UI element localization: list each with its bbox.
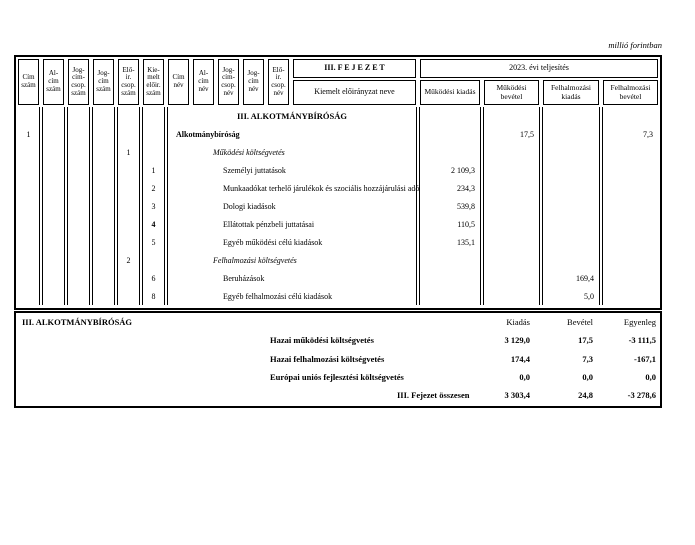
row-cim-szam: 1 [26,129,31,139]
row-kiemelt-szam: 5 [151,237,156,247]
header-chapter: III. F E J E Z E T [293,59,416,78]
header-eloir-csop-nev: Elő- ir. csop. név [268,59,289,105]
row-name: Munkaadókat terhelő járulékok és szociális hozzájárulási adó [223,183,420,193]
column-separator [39,107,43,305]
header-cim-nev: Cím név [168,59,189,105]
row-mukodesi-bevetel: 17,5 [520,129,534,139]
summary-kiadas-value: 0,0 [519,371,530,382]
header-jogcimcsop-szam: Jog- cím- csop. szám [68,59,89,105]
row-eloir-csop-szam: 2 [126,255,131,265]
summary-kiadas-value: 174,4 [510,353,530,364]
summary-section-title: III. ALKOTMÁNYBÍRÓSÁG [22,317,133,327]
header-mukodesi-bevetel: Működési bevétel [484,80,539,105]
summary-egyenleg-value: 0,0 [645,371,656,382]
row-felhalmozasi-kiadas: 5,0 [584,291,594,301]
row-felhalmozasi-bevetel: 7,3 [643,129,653,139]
summary-total-bevetel: 24,8 [578,390,593,400]
row-name: Ellátottak pénzbeli juttatásai [223,219,315,229]
summary-row-label: Európai uniós fejlesztési költségvetés [270,371,404,382]
row-mukodesi-kiadas: 110,5 [457,219,475,229]
summary-header-row [20,317,656,329]
summary-col-kiadas: Kiadás [506,317,530,327]
summary-egyenleg-value: -3 111,5 [628,335,656,346]
row-kiemelt-szam: 1 [151,165,156,175]
row-mukodesi-kiadas: 2 109,3 [451,165,475,175]
row-kiemelt-szam: 4 [151,219,156,229]
header-alcim-szam: Al- cím szám [43,59,64,105]
summary-row-label: Hazai felhalmozási költségvetés [270,353,385,364]
header-felhalmozasi-bevetel: Felhalmozási bevétel [603,80,658,105]
summary-bevetel-value: 7,3 [582,353,593,364]
row-mukodesi-kiadas: 234,3 [457,183,475,193]
row-kiemelt-szam: 2 [151,183,156,193]
header-mukodesi-kiadas: Működési kiadás [420,80,480,105]
summary-row-label: Hazai működési költségvetés [270,335,374,346]
header-year-group: 2023. évi teljesítés [420,59,658,78]
summary-bevetel-value: 0,0 [582,371,593,382]
summary-total-row [20,390,656,402]
summary-block [14,311,662,408]
row-name: Egyéb felhalmozási célú kiadások [223,291,333,301]
header-alcim-nev: Al- cím név [193,59,214,105]
table-header [18,59,658,105]
header-jogcimcsop-nev: Jog- cím- csop. név [218,59,239,105]
row-name: Felhalmozási költségvetés [213,255,297,265]
row-mukodesi-kiadas: 135,1 [457,237,475,247]
row-name: Beruházások [223,273,265,283]
summary-total-egyenleg: -3 278,6 [627,390,656,400]
summary-total-kiadas: 3 303,4 [504,390,530,400]
summary-row [20,372,656,384]
summary-col-bevetel: Bevétel [567,317,593,327]
row-mukodesi-kiadas: 539,8 [457,201,475,211]
header-eloir-csop-szam: Elő- ir. csop. szám [118,59,139,105]
summary-total-label: III. Fejezet összesen [397,390,470,400]
row-name: Személyi juttatások [223,165,286,175]
header-kiemelt-eloiranyzat-neve: Kiemelt előirányzat neve [293,80,416,105]
summary-kiadas-value: 3 129,0 [504,335,530,346]
budget-table [14,55,662,310]
row-kiemelt-szam: 6 [151,273,156,283]
header-cim-szam: Cím szám [18,59,39,105]
header-felhalmozasi-kiadas: Felhalmozási kiadás [543,80,599,105]
summary-row [20,354,656,366]
row-name: Alkotmánybíróság [176,129,240,139]
header-kiemelt-eloir-szam: Kie- melt előir. szám [143,59,164,105]
row-eloir-csop-szam: 1 [126,147,131,157]
row-kiemelt-szam: 3 [151,201,156,211]
header-jogcim-nev: Jog- cím név [243,59,264,105]
row-felhalmozasi-kiadas: 169,4 [576,273,594,283]
unit-note: millió forintban [608,40,662,50]
table-body [18,107,658,305]
header-jogcim-szam: Jog- cím szám [93,59,114,105]
row-name: Egyéb működési célú kiadások [223,237,323,247]
column-separator [64,107,68,305]
section-title: III. ALKOTMÁNYBÍRÓSÁG [236,111,348,121]
summary-egyenleg-value: -167,1 [634,353,656,364]
column-separator [114,107,118,305]
summary-bevetel-value: 17,5 [578,335,593,346]
row-kiemelt-szam: 8 [151,291,156,301]
summary-row [20,335,656,347]
summary-col-egyenleg: Egyenleg [623,317,656,327]
row-name: Működési költségvetés [213,147,285,157]
row-name: Dologi kiadások [223,201,276,211]
column-separator [89,107,93,305]
